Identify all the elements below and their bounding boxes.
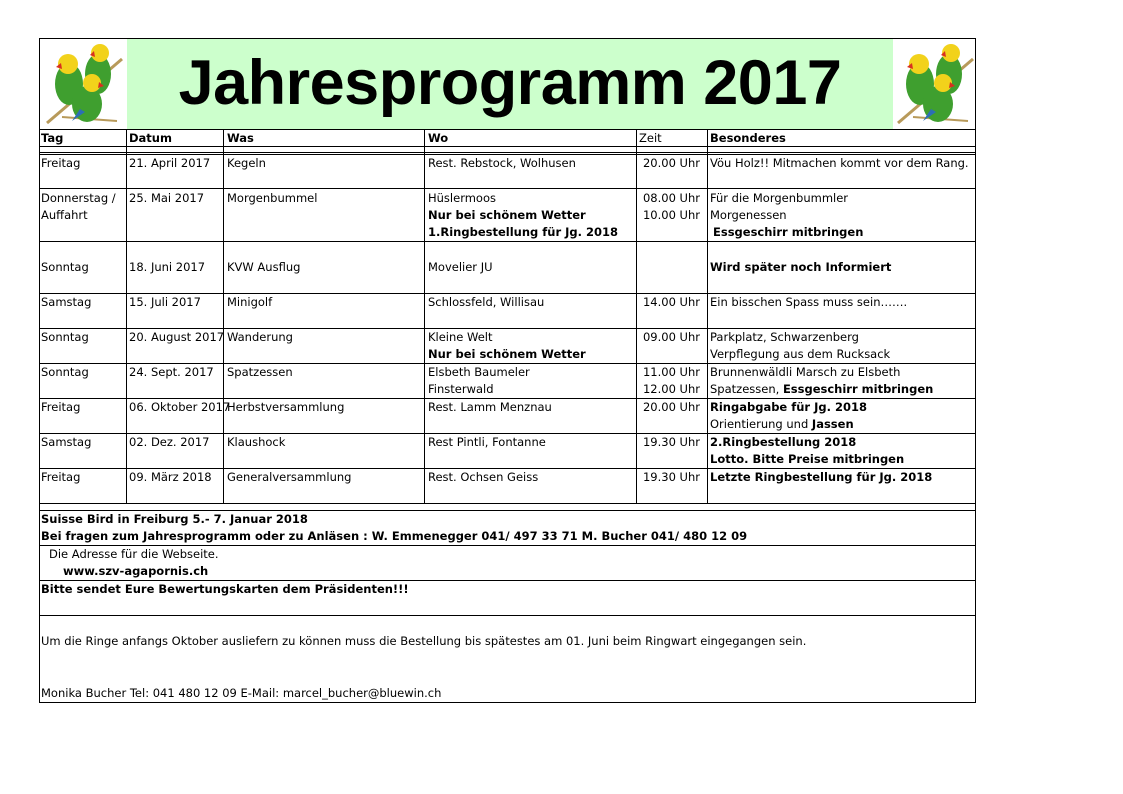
cell-tag: Samstag (41, 435, 92, 449)
cell-wo: Hüslermoos (428, 191, 496, 205)
cell-was: Kegeln (227, 156, 266, 170)
cell-datum: 02. Dez. 2017 (129, 435, 210, 449)
lovebirds-right-image (893, 39, 978, 127)
cell-wo: Movelier JU (428, 260, 493, 274)
cell-zeit: 14.00 Uhr (642, 295, 700, 309)
note-contact-questions: Bei fragen zum Jahresprogramm oder zu Anläsen : W. Emmenegger 041/ 497 33 71 M. Bucher 041/ 480 12 09 (41, 529, 748, 543)
cell-besonderes-line2 (710, 381, 933, 398)
cell-was: KVW Ausflug (227, 260, 301, 274)
cell-zeit: 19.30 Uhr (642, 470, 700, 484)
cell-besonderes: Brunnenwäldli Marsch zu Elsbeth (710, 365, 901, 379)
cell-besonderes-part: Orientierung und (710, 417, 812, 431)
note-contact-email: Monika Bucher Tel: 041 480 12 09 E-Mail: marcel_bucher@bluewin.ch (41, 686, 442, 700)
cell-tag: Donnerstag / (41, 191, 116, 205)
cell-wo-line2: Nur bei schönem Wetter (428, 208, 586, 222)
cell-datum: 24. Sept. 2017 (129, 365, 214, 379)
cell-zeit: 08.00 Uhr (642, 191, 700, 205)
cell-wo-line2: Nur bei schönem Wetter (428, 347, 586, 361)
cell-wo-line2: Finsterwald (428, 382, 494, 396)
note-rating-cards: Bitte sendet Eure Bewertungskarten dem Präsidenten!!! (41, 582, 409, 596)
header-datum: Datum (129, 131, 172, 145)
header-wo: Wo (428, 131, 449, 145)
cell-was: Wanderung (227, 330, 293, 344)
cell-tag: Sonntag (41, 365, 89, 379)
cell-datum: 18. Juni 2017 (129, 260, 206, 274)
cell-wo: Kleine Welt (428, 330, 493, 344)
cell-tag: Samstag (41, 295, 92, 309)
lovebirds-left-image (42, 39, 127, 127)
cell-wo: Rest. Lamm Menznau (428, 400, 552, 414)
cell-datum: 15. Juli 2017 (129, 295, 201, 309)
page-title: Jahresprogramm 2017 (178, 48, 842, 118)
cell-besonderes: Ringabgabe für Jg. 2018 (710, 400, 867, 414)
cell-besonderes: Wird später noch Informiert (710, 260, 892, 274)
cell-zeit-line2: 10.00 Uhr (642, 208, 700, 222)
cell-besonderes-line2: Verpflegung aus dem Rucksack (710, 347, 891, 361)
cell-datum: 21. April 2017 (129, 156, 211, 170)
cell-besonderes: Letzte Ringbestellung für Jg. 2018 (710, 470, 933, 484)
cell-was: Klaushock (227, 435, 286, 449)
cell-besonderes-bold-part: Jassen (811, 417, 854, 431)
note-suisse-bird: Suisse Bird in Freiburg 5.- 7. Januar 2018 (41, 512, 308, 526)
cell-datum: 25. Mai 2017 (129, 191, 205, 205)
cell-besonderes-line3: Essgeschirr mitbringen (713, 225, 864, 239)
cell-zeit: 20.00 Uhr (642, 400, 700, 414)
cell-tag: Sonntag (41, 330, 89, 344)
cell-besonderes: 2.Ringbestellung 2018 (710, 435, 857, 449)
cell-besonderes: Für die Morgenbummler (710, 191, 849, 205)
title-banner (40, 39, 975, 130)
cell-zeit-line2: 12.00 Uhr (642, 382, 700, 396)
cell-zeit: 19.30 Uhr (642, 435, 700, 449)
cell-wo-line3: 1.Ringbestellung für Jg. 2018 (428, 225, 619, 239)
cell-was: Generalversammlung (227, 470, 352, 484)
cell-zeit: 20.00 Uhr (642, 156, 700, 170)
cell-was: Spatzessen (227, 365, 293, 379)
cell-datum: 20. August 2017 (129, 330, 225, 344)
cell-zeit: 11.00 Uhr (642, 365, 700, 379)
header-was: Was (227, 131, 254, 145)
cell-besonderes-part: Spatzessen, (710, 382, 783, 396)
cell-tag: Freitag (41, 470, 81, 484)
header-zeit: Zeit (639, 131, 662, 145)
cell-tag: Sonntag (41, 260, 89, 274)
cell-wo: Rest. Rebstock, Wolhusen (428, 156, 576, 170)
cell-was: Minigolf (227, 295, 273, 309)
cell-zeit: 09.00 Uhr (642, 330, 700, 344)
cell-besonderes: Ein bisschen Spass muss sein……. (710, 295, 908, 309)
cell-was: Morgenbummel (227, 191, 318, 205)
cell-wo: Schlossfeld, Willisau (428, 295, 545, 309)
note-ring-delivery: Um die Ringe anfangs Oktober ausliefern zu können muss die Bestellung bis spätestes am 01. Juni beim Ringwart eingegangen sein. (41, 634, 807, 648)
header-besonderes: Besonderes (710, 131, 786, 145)
cell-wo: Elsbeth Baumeler (428, 365, 530, 379)
cell-besonderes-line2 (710, 416, 854, 433)
cell-tag: Freitag (41, 156, 81, 170)
cell-tag-line2: Auffahrt (41, 208, 88, 222)
cell-besonderes: Parkplatz, Schwarzenberg (710, 330, 859, 344)
cell-was: Herbstversammlung (227, 400, 345, 414)
cell-wo: Rest. Ochsen Geiss (428, 470, 539, 484)
cell-wo: Rest Pintli, Fontanne (428, 435, 546, 449)
cell-besonderes-bold-part: Essgeschirr mitbringen (782, 382, 934, 396)
note-website-label: Die Adresse für die Webseite. (49, 547, 219, 561)
website-link[interactable]: www.szv-agapornis.ch (63, 564, 209, 578)
cell-besonderes: Vöu Holz!! Mitmachen kommt vor dem Rang. (710, 156, 969, 170)
cell-datum: 09. März 2018 (129, 470, 212, 484)
header-tag: Tag (41, 131, 64, 145)
cell-tag: Freitag (41, 400, 81, 414)
cell-datum: 06. Oktober 2017 (129, 400, 231, 414)
cell-besonderes-line2: Lotto. Bitte Preise mitbringen (710, 452, 905, 466)
cell-besonderes-line2: Morgenessen (710, 208, 787, 222)
